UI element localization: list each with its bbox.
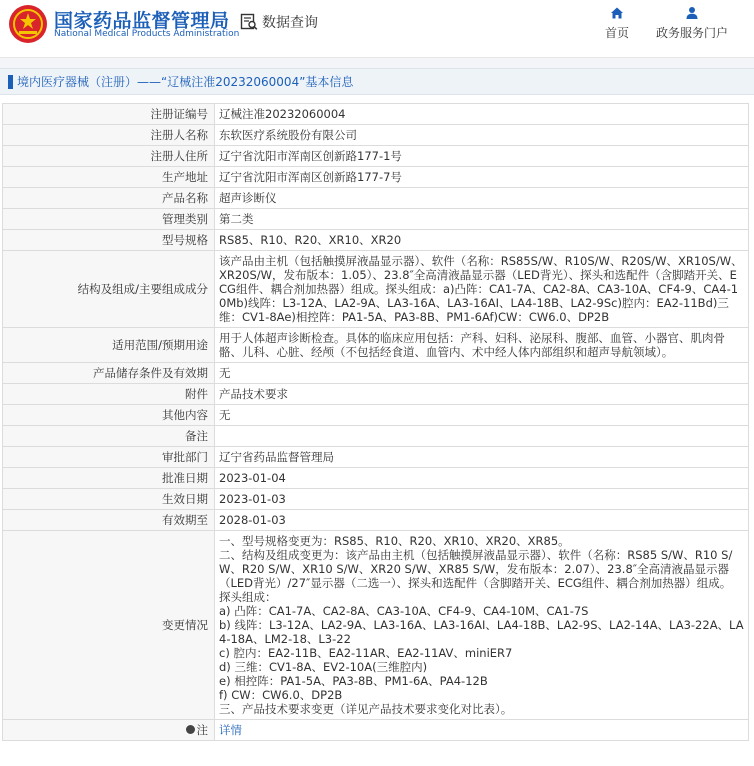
row-value: 东软医疗系统股份有限公司 — [215, 125, 749, 146]
row-value: RS85、R10、R20、XR10、XR20 — [215, 230, 749, 251]
info-row — [3, 209, 749, 230]
site-header — [0, 0, 754, 58]
row-key: 结构及组成/主要组成成分 — [3, 251, 215, 328]
row-value: 辽宁省药品监督管理局 — [215, 447, 749, 468]
nav-home[interactable] — [600, 6, 634, 41]
note-key-cell — [3, 720, 215, 741]
info-row — [3, 447, 749, 468]
header-gap — [0, 58, 754, 68]
row-value — [215, 426, 749, 447]
data-query-icon — [240, 13, 258, 31]
lightbulb-icon — [186, 725, 195, 734]
info-row — [3, 167, 749, 188]
note-key: 注 — [196, 723, 208, 737]
info-row — [3, 489, 749, 510]
row-key: 适用范围/预期用途 — [3, 328, 215, 363]
breadcrumb-text: 境内医疗器械（注册）——“辽械注准20232060004”基本信息 — [17, 75, 354, 89]
info-row — [3, 146, 749, 167]
nav-service-label: 政务服务门户 — [655, 26, 728, 40]
row-value: 无 — [215, 363, 749, 384]
info-row — [3, 104, 749, 125]
info-row — [3, 125, 749, 146]
row-value: 辽宁省沈阳市浑南区创新路177-1号 — [215, 146, 749, 167]
row-value: 2028-01-03 — [215, 510, 749, 531]
site-subtitle: National Medical Products Administration — [54, 29, 240, 39]
info-row — [3, 188, 749, 209]
row-key: 产品名称 — [3, 188, 215, 209]
row-key: 管理类别 — [3, 209, 215, 230]
note-value-cell — [215, 720, 749, 741]
row-key: 附件 — [3, 384, 215, 405]
data-query-link[interactable] — [240, 10, 318, 34]
info-row — [3, 405, 749, 426]
row-value: 2023-01-04 — [215, 468, 749, 489]
row-value: 2023-01-03 — [215, 489, 749, 510]
nav-service-portal[interactable] — [652, 6, 732, 41]
home-icon — [610, 6, 624, 20]
info-row — [3, 328, 749, 363]
info-table — [2, 103, 749, 741]
info-row — [3, 468, 749, 489]
info-row — [3, 230, 749, 251]
row-key: 变更情况 — [3, 531, 215, 720]
row-value: 辽械注准20232060004 — [215, 104, 749, 125]
row-key: 批准日期 — [3, 468, 215, 489]
row-value: 该产品由主机（包括触摸屏液晶显示器）、软件（名称：RS85S/W、R10S/W、R20S/W、XR10S/W、XR20S/W，发布版本：1.05）、23.8″全高清液晶显示器（LED背光）、探头和选配件（含脚踏开关、ECG组件、耦合剂加热器）组成。探头组成：a)凸阵：CA1-7A、CA2-8A、CA3-10A、CF4-9、CA4-10Mb)线阵：L3-12A、LA2-9A、LA3-16A、LA3-16AI、LA4-18B、LA2-9Sc)腔内：EA2-11Bd)三维：CV1-8Ae)相控阵：PA1-5A、PA3-8B、PM1-6Af)CW：CW6.0、DP2B — [215, 251, 749, 328]
row-key: 生效日期 — [3, 489, 215, 510]
row-key: 产品储存条件及有效期 — [3, 363, 215, 384]
row-value: 无 — [215, 405, 749, 426]
info-row — [3, 531, 749, 720]
row-value: 第二类 — [215, 209, 749, 230]
row-value: 超声诊断仪 — [215, 188, 749, 209]
user-icon — [685, 6, 699, 20]
row-key: 备注 — [3, 426, 215, 447]
info-row — [3, 384, 749, 405]
row-key: 注册证编号 — [3, 104, 215, 125]
row-value: 一、型号规格变更为：RS85、R10、R20、XR10、XR20、XR85。 二、结构及组成变更为：该产品由主机（包括触摸屏液晶显示器）、软件（名称：RS85 S/W、R10 S/W、R20 S/W、XR10 S/W、XR20 S/W、XR85 S/W，发布版本：2.07）、23.8″全高清液晶显示器（LED背光）/27″显示器（二选一）、探头和选配件（含脚踏开关、ECG组件、耦合剂加热器）组成。 探头组成： a) 凸阵：CA1-7A、CA2-8A、CA3-10A、CF4-9、CA4-10M、CA1-7S b) 线阵：L3-12A、LA2-9A、LA3-16A、LA3-16AI、LA4-18B、LA2-9S、LA2-14A、LA3-22A、LA4-18A、LM2-18、L3-22 c) 腔内：EA2-11B、EA2-11AR、EA2-11AV、miniER7 d) 三维：CV1-8A、EV2-10A(三维腔内) e) 相控阵：PA1-5A、PA3-8B、PM1-6A、PA4-12B f) CW：CW6.0、DP2B 三、产品技术要求变更（详见产品技术要求变化对比表）。 — [215, 531, 749, 720]
row-key: 注册人名称 — [3, 125, 215, 146]
row-value: 产品技术要求 — [215, 384, 749, 405]
info-row — [3, 363, 749, 384]
breadcrumb-marker-icon — [8, 75, 13, 89]
info-row — [3, 510, 749, 531]
row-value: 用于人体超声诊断检查。具体的临床应用包括：产科、妇科、泌尿科、腹部、血管、小器官、肌肉骨骼、儿科、心脏、经颅（不包括经食道、血管内、术中经人体内部组织和超声导航领域）。 — [215, 328, 749, 363]
note-row — [3, 720, 749, 741]
row-value: 辽宁省沈阳市浑南区创新路177-7号 — [215, 167, 749, 188]
row-key: 有效期至 — [3, 510, 215, 531]
nav-home-label: 首页 — [604, 26, 629, 40]
detail-panel — [0, 68, 754, 766]
breadcrumb — [0, 69, 754, 95]
row-key: 审批部门 — [3, 447, 215, 468]
row-key: 生产地址 — [3, 167, 215, 188]
row-key: 注册人住所 — [3, 146, 215, 167]
row-key: 型号规格 — [3, 230, 215, 251]
info-row — [3, 251, 749, 328]
info-row — [3, 426, 749, 447]
details-link[interactable]: 详情 — [219, 723, 242, 737]
site-title[interactable]: 国家药品监督管理局 — [54, 10, 230, 32]
data-query-label: 数据查询 — [262, 15, 318, 31]
row-key: 其他内容 — [3, 405, 215, 426]
national-emblem-logo[interactable] — [8, 4, 48, 44]
